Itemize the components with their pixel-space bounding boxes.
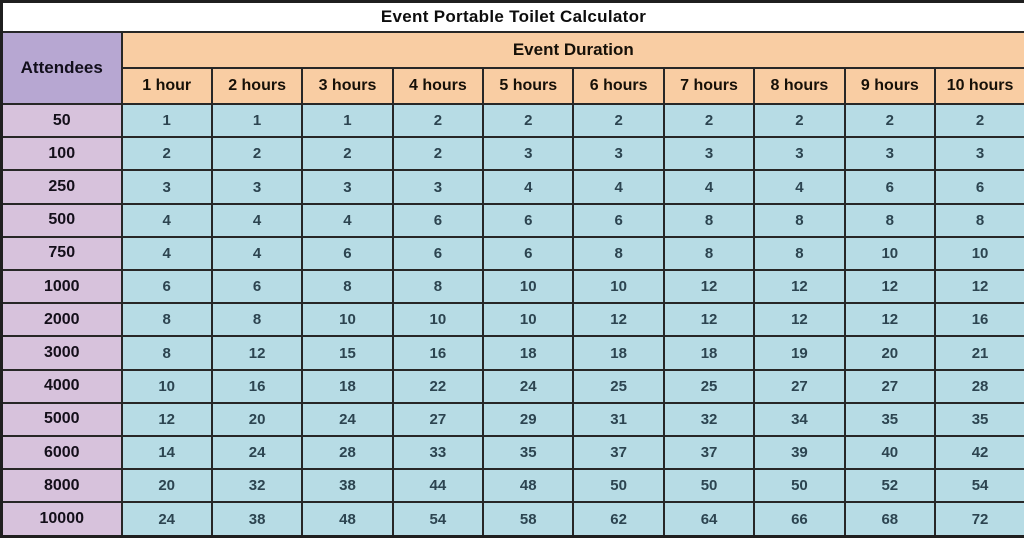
duration-columns-row [2, 68, 1024, 104]
value-cell: 1 [212, 104, 302, 137]
value-cell: 8 [845, 204, 935, 237]
value-cell: 40 [845, 436, 935, 469]
value-cell: 58 [483, 502, 573, 536]
duration-header-1: 1 hour [122, 68, 212, 104]
value-cell: 16 [212, 370, 302, 403]
value-cell: 54 [393, 502, 483, 536]
attendees-header-cell: Attendees [2, 32, 122, 104]
attendees-label-cell: 250 [2, 170, 122, 203]
duration-header-4: 4 hours [393, 68, 483, 104]
attendees-label-cell: 4000 [2, 370, 122, 403]
value-cell: 66 [754, 502, 844, 536]
value-cell: 24 [302, 403, 392, 436]
value-cell: 35 [845, 403, 935, 436]
value-cell: 62 [573, 502, 663, 536]
value-cell: 8 [754, 237, 844, 270]
value-cell: 48 [483, 469, 573, 502]
value-cell: 72 [935, 502, 1024, 536]
duration-header-6: 6 hours [573, 68, 663, 104]
value-cell: 12 [845, 303, 935, 336]
event-duration-header-cell: Event Duration [122, 32, 1024, 68]
value-cell: 25 [664, 370, 754, 403]
value-cell: 2 [483, 104, 573, 137]
value-cell: 35 [483, 436, 573, 469]
value-cell: 6 [483, 204, 573, 237]
attendees-label-cell: 5000 [2, 403, 122, 436]
value-cell: 20 [212, 403, 302, 436]
value-cell: 6 [212, 270, 302, 303]
value-cell: 18 [302, 370, 392, 403]
attendees-label-cell: 500 [2, 204, 122, 237]
attendees-label-cell: 6000 [2, 436, 122, 469]
value-cell: 1 [122, 104, 212, 137]
value-cell: 3 [302, 170, 392, 203]
value-cell: 28 [935, 370, 1024, 403]
value-cell: 4 [483, 170, 573, 203]
value-cell: 6 [393, 237, 483, 270]
value-cell: 3 [573, 137, 663, 170]
value-cell: 12 [573, 303, 663, 336]
value-cell: 64 [664, 502, 754, 536]
value-cell: 12 [935, 270, 1024, 303]
value-cell: 10 [302, 303, 392, 336]
value-cell: 6 [573, 204, 663, 237]
value-cell: 8 [393, 270, 483, 303]
value-cell: 3 [845, 137, 935, 170]
table-row-attendees-500 [2, 204, 1024, 237]
table-row-attendees-2000 [2, 303, 1024, 336]
value-cell: 2 [302, 137, 392, 170]
value-cell: 6 [122, 270, 212, 303]
value-cell: 21 [935, 336, 1024, 369]
table-row-attendees-100 [2, 137, 1024, 170]
value-cell: 50 [664, 469, 754, 502]
value-cell: 12 [845, 270, 935, 303]
value-cell: 2 [935, 104, 1024, 137]
value-cell: 4 [664, 170, 754, 203]
value-cell: 15 [302, 336, 392, 369]
attendees-label-cell: 2000 [2, 303, 122, 336]
value-cell: 42 [935, 436, 1024, 469]
value-cell: 20 [845, 336, 935, 369]
value-cell: 38 [212, 502, 302, 536]
value-cell: 10 [845, 237, 935, 270]
value-cell: 3 [212, 170, 302, 203]
value-cell: 8 [664, 204, 754, 237]
value-cell: 27 [845, 370, 935, 403]
table-row-attendees-10000 [2, 502, 1024, 536]
value-cell: 4 [302, 204, 392, 237]
value-cell: 10 [483, 270, 573, 303]
value-cell: 33 [393, 436, 483, 469]
value-cell: 8 [122, 303, 212, 336]
value-cell: 50 [573, 469, 663, 502]
duration-header-9: 9 hours [845, 68, 935, 104]
value-cell: 6 [845, 170, 935, 203]
value-cell: 12 [754, 303, 844, 336]
duration-header-7: 7 hours [664, 68, 754, 104]
value-cell: 8 [754, 204, 844, 237]
value-cell: 28 [302, 436, 392, 469]
value-cell: 37 [664, 436, 754, 469]
value-cell: 32 [212, 469, 302, 502]
value-cell: 8 [212, 303, 302, 336]
duration-header-10: 10 hours [935, 68, 1024, 104]
value-cell: 6 [393, 204, 483, 237]
value-cell: 52 [845, 469, 935, 502]
value-cell: 19 [754, 336, 844, 369]
value-cell: 3 [483, 137, 573, 170]
table-row-attendees-5000 [2, 403, 1024, 436]
table-row-attendees-1000 [2, 270, 1024, 303]
attendees-label-cell: 3000 [2, 336, 122, 369]
value-cell: 12 [664, 303, 754, 336]
value-cell: 2 [393, 104, 483, 137]
table-row-attendees-3000 [2, 336, 1024, 369]
value-cell: 24 [483, 370, 573, 403]
value-cell: 32 [664, 403, 754, 436]
value-cell: 12 [754, 270, 844, 303]
table-row-attendees-750 [2, 237, 1024, 270]
value-cell: 29 [483, 403, 573, 436]
value-cell: 12 [212, 336, 302, 369]
value-cell: 54 [935, 469, 1024, 502]
value-cell: 16 [393, 336, 483, 369]
value-cell: 4 [212, 204, 302, 237]
value-cell: 34 [754, 403, 844, 436]
value-cell: 3 [122, 170, 212, 203]
value-cell: 20 [122, 469, 212, 502]
table-row-attendees-6000 [2, 436, 1024, 469]
group-header-row [2, 32, 1024, 68]
value-cell: 6 [302, 237, 392, 270]
value-cell: 25 [573, 370, 663, 403]
duration-header-2: 2 hours [212, 68, 302, 104]
value-cell: 10 [573, 270, 663, 303]
attendees-label-cell: 10000 [2, 502, 122, 536]
value-cell: 68 [845, 502, 935, 536]
duration-header-3: 3 hours [302, 68, 392, 104]
title-row [2, 2, 1024, 33]
value-cell: 2 [573, 104, 663, 137]
value-cell: 4 [122, 204, 212, 237]
value-cell: 12 [664, 270, 754, 303]
page-title: Event Portable Toilet Calculator [2, 2, 1024, 33]
value-cell: 48 [302, 502, 392, 536]
value-cell: 4 [122, 237, 212, 270]
value-cell: 4 [212, 237, 302, 270]
attendees-label-cell: 8000 [2, 469, 122, 502]
value-cell: 3 [664, 137, 754, 170]
value-cell: 35 [935, 403, 1024, 436]
attendees-label-cell: 100 [2, 137, 122, 170]
value-cell: 4 [573, 170, 663, 203]
value-cell: 27 [754, 370, 844, 403]
value-cell: 14 [122, 436, 212, 469]
value-cell: 27 [393, 403, 483, 436]
value-cell: 12 [122, 403, 212, 436]
table-row-attendees-250 [2, 170, 1024, 203]
value-cell: 3 [393, 170, 483, 203]
attendees-label-cell: 50 [2, 104, 122, 137]
value-cell: 8 [302, 270, 392, 303]
value-cell: 38 [302, 469, 392, 502]
table-row-attendees-4000 [2, 370, 1024, 403]
value-cell: 16 [935, 303, 1024, 336]
value-cell: 39 [754, 436, 844, 469]
value-cell: 6 [483, 237, 573, 270]
value-cell: 3 [754, 137, 844, 170]
value-cell: 10 [393, 303, 483, 336]
value-cell: 18 [664, 336, 754, 369]
value-cell: 44 [393, 469, 483, 502]
value-cell: 18 [573, 336, 663, 369]
duration-header-5: 5 hours [483, 68, 573, 104]
value-cell: 8 [935, 204, 1024, 237]
value-cell: 2 [393, 137, 483, 170]
value-cell: 22 [393, 370, 483, 403]
value-cell: 8 [122, 336, 212, 369]
value-cell: 2 [212, 137, 302, 170]
value-cell: 3 [935, 137, 1024, 170]
duration-header-8: 8 hours [754, 68, 844, 104]
value-cell: 8 [573, 237, 663, 270]
value-cell: 2 [845, 104, 935, 137]
table-row-attendees-8000 [2, 469, 1024, 502]
attendees-label-cell: 1000 [2, 270, 122, 303]
value-cell: 10 [483, 303, 573, 336]
value-cell: 4 [754, 170, 844, 203]
value-cell: 2 [664, 104, 754, 137]
value-cell: 50 [754, 469, 844, 502]
value-cell: 10 [122, 370, 212, 403]
value-cell: 8 [664, 237, 754, 270]
value-cell: 10 [935, 237, 1024, 270]
value-cell: 24 [212, 436, 302, 469]
value-cell: 6 [935, 170, 1024, 203]
value-cell: 24 [122, 502, 212, 536]
value-cell: 1 [302, 104, 392, 137]
value-cell: 18 [483, 336, 573, 369]
value-cell: 2 [122, 137, 212, 170]
value-cell: 2 [754, 104, 844, 137]
value-cell: 31 [573, 403, 663, 436]
attendees-label-cell: 750 [2, 237, 122, 270]
value-cell: 37 [573, 436, 663, 469]
table-row-attendees-50 [2, 104, 1024, 137]
